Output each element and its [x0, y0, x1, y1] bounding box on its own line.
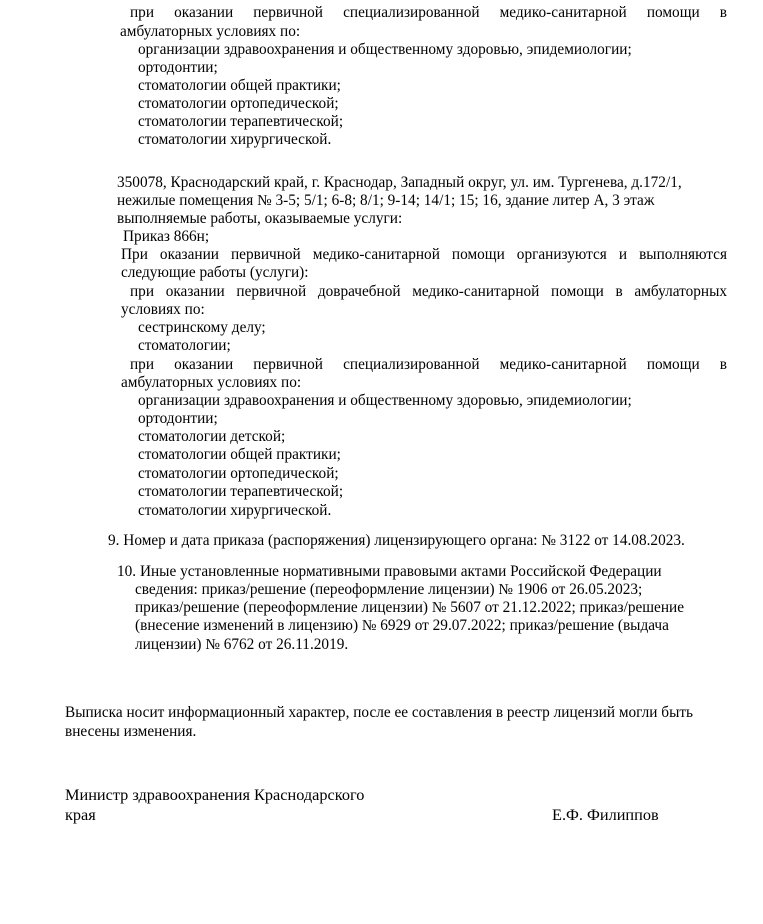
address-line: выполняемые работы, оказываемые услуги: — [117, 210, 403, 227]
address-line: 350078, Краснодарский край, г. Краснодар, Западный округ, ул. им. Тургенева, д.172/1, — [117, 174, 682, 191]
list-item: ортодонтии; — [138, 410, 218, 427]
signatory-name: Е.Ф. Филиппов — [552, 805, 659, 824]
list-item: стоматологии хирургической. — [138, 131, 332, 148]
list-item: стоматологии ортопедической; — [138, 465, 339, 482]
list-item: стоматологии; — [138, 337, 231, 354]
list-item: стоматологии терапевтической; — [138, 483, 344, 500]
order-reference: Приказ 866н; — [123, 228, 210, 245]
note-line: внесены изменения. — [65, 723, 197, 740]
list-item: организации здравоохранения и общественному здоровью, эпидемиологии; — [138, 392, 632, 409]
list-item: стоматологии ортопедической; — [138, 95, 339, 112]
list-item: стоматологии детской; — [138, 428, 286, 445]
section-heading: условиях по: — [121, 301, 205, 318]
list-item: стоматологии общей практики; — [138, 446, 341, 463]
section-heading: следующие работы (услуги): — [121, 264, 309, 281]
address-line: нежилые помещения № 3-5; 5/1; 6-8; 8/1; 9-14; 14/1; 15; 16, здание литер А, 3 этаж — [117, 192, 655, 209]
signatory-position: Министр здравоохранения Краснодарского — [65, 785, 365, 804]
list-item: организации здравоохранения и общественному здоровью, эпидемиологии; — [138, 41, 632, 58]
list-item: сестринскому делу; — [138, 319, 266, 336]
list-item: стоматологии хирургической. — [138, 502, 332, 519]
item-10-line: приказ/решение (переоформление лицензии) № 5607 от 21.12.2022; приказ/решение — [135, 599, 685, 616]
item-10-line: сведения: приказ/решение (переоформление лицензии) № 1906 от 26.05.2023; — [135, 581, 643, 598]
signatory-position: края — [65, 805, 96, 824]
list-item: стоматологии общей практики; — [138, 77, 341, 94]
section-heading: При оказании первичной медико-санитарной помощи организуются и выполняются — [121, 246, 727, 263]
item-10-line: (внесение изменений в лицензию) № 6929 от 29.07.2022; приказ/решение (выдача — [135, 617, 669, 634]
item-10-line: 10. Иные установленные нормативными правовыми актами Российской Федерации — [117, 563, 662, 580]
item-9: 9. Номер и дата приказа (распоряжения) лицензирующего органа: № 3122 от 14.08.2023. — [108, 532, 685, 549]
note-line: Выписка носит информационный характер, после ее составления в реестр лицензий могли быть — [65, 704, 694, 721]
section-heading: амбулаторных условиях по: — [120, 23, 301, 40]
section-heading: при оказании первичной специализированной медико-санитарной помощи в — [130, 356, 727, 373]
list-item: ортодонтии; — [138, 59, 218, 76]
item-10-line: лицензии) № 6762 от 26.11.2019. — [135, 636, 349, 653]
section-heading: амбулаторных условиях по: — [121, 374, 302, 391]
list-item: стоматологии терапевтической; — [138, 113, 344, 130]
section-heading: при оказании первичной специализированной медико-санитарной помощи в — [130, 4, 727, 21]
section-heading: при оказании первичной доврачебной медико-санитарной помощи в амбулаторных — [130, 283, 727, 300]
